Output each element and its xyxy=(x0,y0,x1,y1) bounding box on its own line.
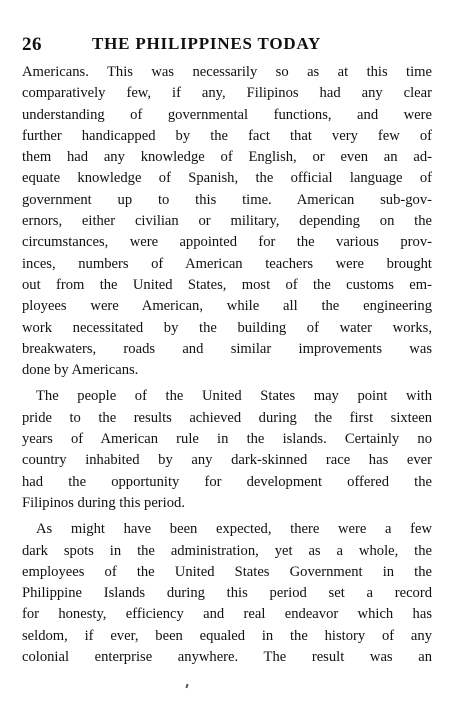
text-line: colonial enterprise anywhere. The result was an xyxy=(22,649,432,666)
text-line: understanding of governmental functions, and were xyxy=(22,106,432,123)
text-line: work necessitated by the building of water works, xyxy=(22,319,432,336)
text-line: government up to this time. American sub-gov- xyxy=(22,191,432,208)
text-line: equate knowledge of Spanish, the official language of xyxy=(22,170,432,187)
text-line: circumstances, were appointed for the various prov- xyxy=(22,234,432,251)
text-line: comparatively few, if any, Filipinos had any clear xyxy=(22,85,432,102)
paragraph-2 xyxy=(22,386,432,514)
text-line: breakwaters, roads and similar improvements was xyxy=(22,340,432,357)
text-line: Philippine Islands during this period set a record xyxy=(22,585,432,602)
text-line: dark spots in the administration, yet as a whole, the xyxy=(22,542,432,559)
text-line: for honesty, efficiency and real endeavor which has xyxy=(22,606,432,623)
text-line: them had any knowledge of English, or even an ad- xyxy=(22,149,432,166)
print-speck xyxy=(185,684,188,688)
text-line: years of American rule in the islands. Certainly no xyxy=(22,431,432,448)
page-number: 26 xyxy=(22,34,42,55)
text-line: inces, numbers of American teachers were brought xyxy=(22,255,432,272)
text-line: country inhabited by any dark-skinned race has ever xyxy=(22,452,432,469)
text-line: done by Americans. xyxy=(22,362,139,379)
text-line: ernors, either civilian or military, depending on the xyxy=(22,213,432,230)
page-header xyxy=(22,34,442,58)
running-title: THE PHILIPPINES TODAY xyxy=(92,34,322,53)
text-line: ployees were American, while all the engineering xyxy=(22,298,432,315)
text-line: further handicapped by the fact that very few of xyxy=(22,127,432,144)
text-line: The people of the United States may point with xyxy=(36,388,432,405)
text-line: had the opportunity for development offered the xyxy=(22,473,432,490)
paragraph-3 xyxy=(22,519,432,668)
text-line: seldom, if ever, been equaled in the history of any xyxy=(22,627,432,644)
text-line: out from the United States, most of the customs em- xyxy=(22,276,432,293)
text-line: As might have been expected, there were a few xyxy=(36,521,432,538)
text-line: pride to the results achieved during the first sixteen xyxy=(22,409,432,426)
text-line: employees of the United States Government in the xyxy=(22,563,432,580)
paragraph-1 xyxy=(22,62,432,381)
text-line: Filipinos during this period. xyxy=(22,494,185,511)
body-text xyxy=(22,62,432,668)
text-line: Americans. This was necessarily so as at this time xyxy=(22,64,432,80)
